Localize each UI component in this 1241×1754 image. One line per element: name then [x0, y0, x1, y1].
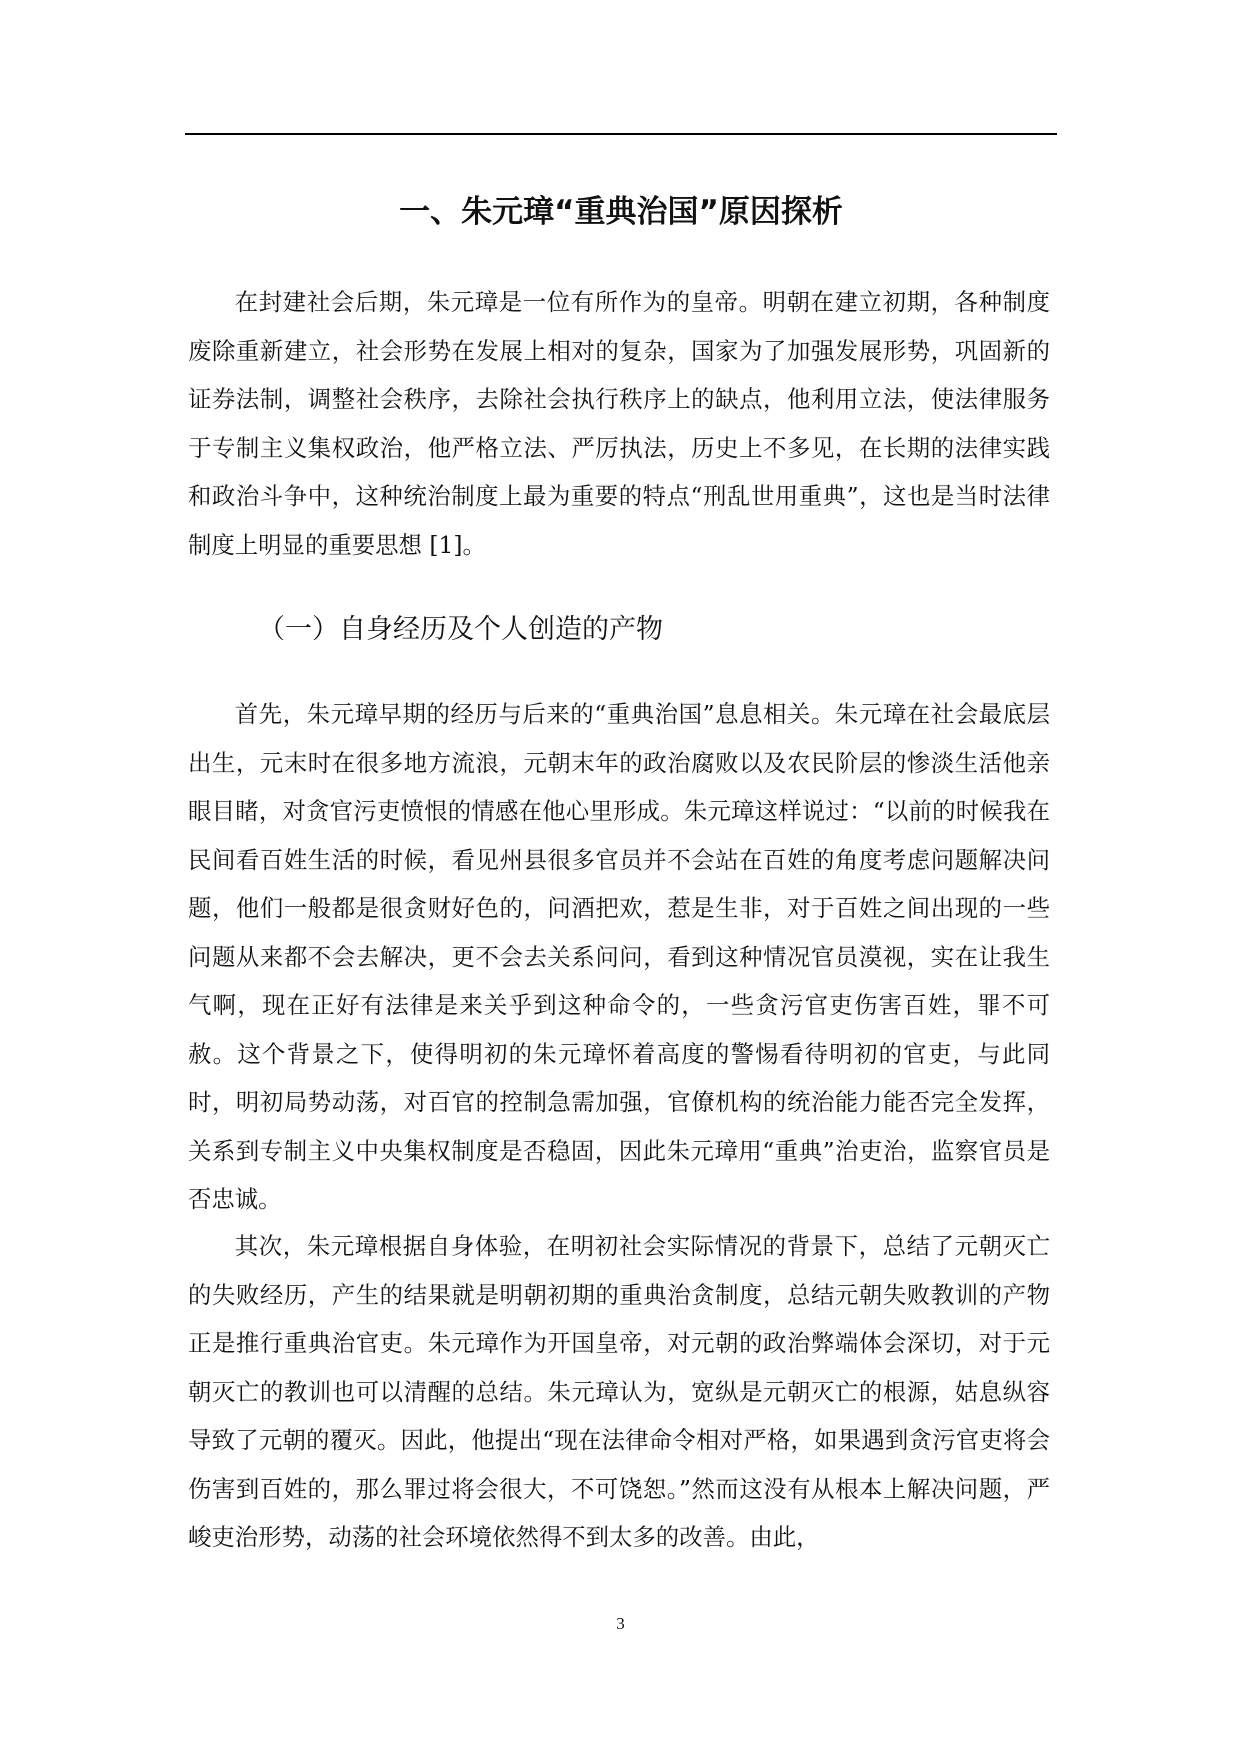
chapter-title: 一、朱元璋“重典治国”原因探析 — [399, 194, 843, 230]
page-number: 3 — [616, 1614, 625, 1633]
paragraph-first: 首先，朱元璋早期的经历与后来的“重典治国”息息相关。朱元璋在社会最底层出生，元末时在很多地方流浪，元朝末年的政治腐败以及农民阶层的惨淡生活他亲眼目睹，对贪官污吏愤恨的情感在他心里形成。朱元璋这样说过：“以前的时候我在民间看百姓生活的时候，看见州县很多官员并不会站在百姓的角度考虑问题解决问题，他们一般都是很贪财好色的，问酒把欢，惹是生非，对于百姓之间出现的一些问题从来都不会去解决，更不会去关系问问，看到这种情况官员漠视，实在让我生气啊，现在正好有法律是来关乎到这种命令的，一些贪污官吏伤害百姓，罪不可赦。这个背景之下，使得明初的朱元璋怀着高度的警惕看待明初的官吏，与此同时，明初局势动荡，对百官的控制急需加强，官僚机构的统治能力能否完全发挥，关系到专制主义中央集权制度是否稳固，因此朱元璋用“重典”治吏治，监察官员是否忠诚。 — [188, 700, 1050, 1213]
paragraph-intro: 在封建社会后期，朱元璋是一位有所作为的皇帝。明朝在建立初期，各种制度废除重新建立，社会形势在发展上相对的复杂，国家为了加强发展形势，巩固新的证券法制，调整社会秩序，去除社会执行秩序上的缺点，他利用立法，使法律服务于专制主义集权政治，他严格立法、严厉执法，历史上不多见，在长期的法律实践和政治斗争中，这种统治制度上最为重要的特点“刑乱世用重典”，这也是当时法律制度上明显的重要思想 [1]。 — [188, 288, 1050, 559]
paragraph-second: 其次，朱元璋根据自身体验，在明初社会实际情况的背景下，总结了元朝灭亡的失败经历，产生的结果就是明朝初期的重典治贪制度，总结元朝失败教训的产物正是推行重典治官吏。朱元璋作为开国皇帝，对元朝的政治弊端体会深切，对于元朝灭亡的教训也可以清醒的总结。朱元璋认为，宽纵是元朝灭亡的根源，姑息纵容导致了元朝的覆灭。因此，他提出“现在法律命令相对严格，如果遇到贪污官吏将会伤害到百姓的，那么罪过将会很大，不可饶恕。”然而这没有从根本上解决问题，严峻吏治形势，动荡的社会环境依然得不到太多的改善。由此， — [188, 1232, 1050, 1551]
section-title: （一）自身经历及个人创造的产物 — [258, 614, 663, 645]
header-rule — [185, 133, 1057, 135]
